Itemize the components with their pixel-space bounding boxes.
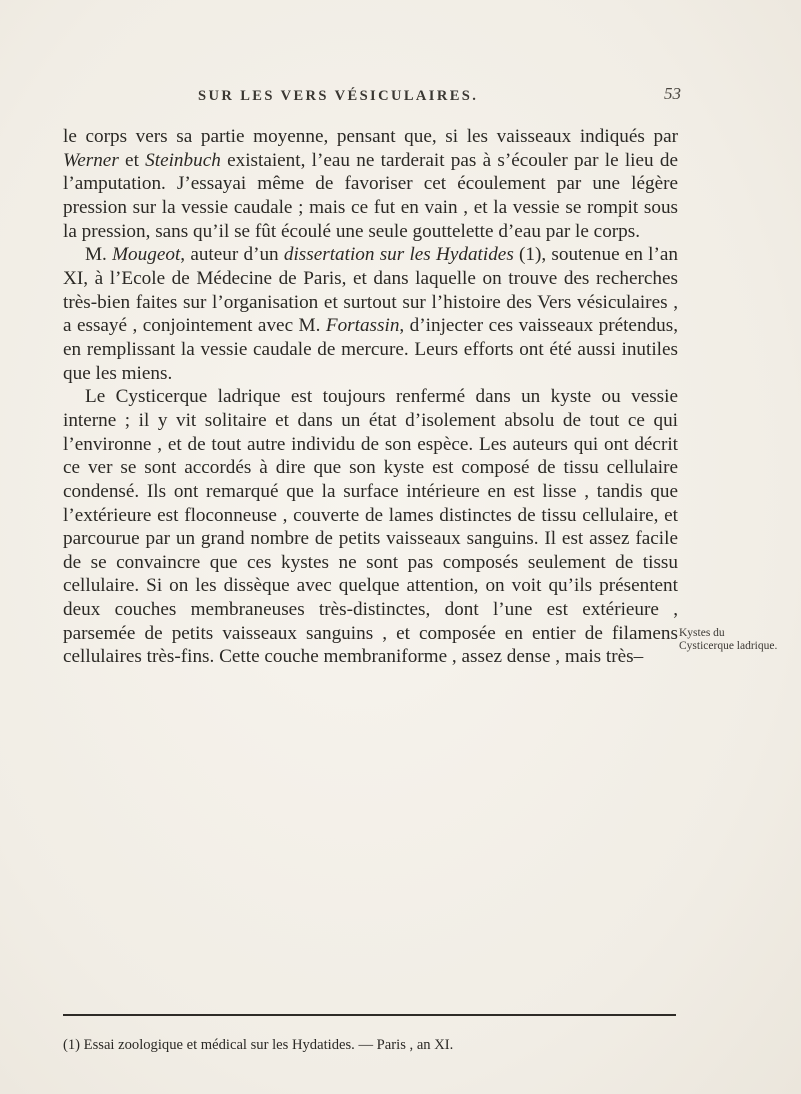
text-run: (1), soutenue en l’an XI, à l’Ecole de Médecine de Paris, et dans laquelle on trouve des recherches très-bien faites sur l’organisation et surtout sur l’histoire des Vers vésiculaires , a essayé , conjointement avec M. <box>63 244 678 337</box>
author-name-mougeot: Mougeot <box>112 244 181 266</box>
margin-note: Kystes du Cysticerque ladrique. <box>679 627 778 652</box>
page-number: 53 <box>664 84 681 103</box>
footnote: (1) Essai zoologique et médical sur les Hydatides. — Paris , an XI. <box>63 1037 454 1053</box>
author-name-werner: Werner <box>63 149 119 171</box>
text-run: existaient, l’eau ne tarderait pas à s’écouler par le lieu de l’amputation. J’essayai même de favoriser cet écoulement par une légère pression sur la vessie caudale ; mais ce fut en vain , et la vessie se rompit sous la pression, sans qu’il se fût écoulé une seule gouttelette d’eau par le corps. <box>63 149 678 242</box>
author-name-fortassin: Fortassin <box>325 315 400 337</box>
author-name-steinbuch: Steinbuch <box>145 149 221 171</box>
text-run: Le Cysticerque ladrique est toujours renfermé dans un kyste ou vessie interne ; il y vit solitaire et dans un état d’isolement absolu de tout ce qui l’environne , et de tout autre individu de son espèce. Les auteurs qui ont décrit ce ver se sont accordés à dire que son kyste est composé de tissu cellulaire condensé. Ils ont remarqué que la surface intérieure en est lisse , tandis que l’extérieure est floconneuse , couverte de lames distinctes de tissu cellulaire, et parcourue par un grand nombre de petits vaisseaux sanguins. Il est assez facile de se convaincre que ces kystes ne sont pas composés seulement de tissu cellulaire. Si on les dissèque avec quelque attention, on voit qu’ils présentent deux couches membraneuses très-distinctes, dont l’une est extérieure , parsemée de petits vaisseaux sanguins , et composée en entier de filamens cellulaires très-fins. Cette couche membraniforme , assez dense , mais très– <box>63 386 678 668</box>
text-run: M. <box>85 244 113 266</box>
paragraph-3 <box>63 385 678 669</box>
running-head: SUR LES VERS VÉSICULAIRES. <box>198 88 479 104</box>
paragraph-2 <box>63 243 678 385</box>
text-run: le corps vers sa partie moyenne, pensant que, si les vaisseaux indiqués par <box>63 126 678 147</box>
text-run: , auteur d’un <box>180 244 284 266</box>
paragraph-1 <box>63 125 678 243</box>
work-title: dissertation sur les Hydatides <box>283 244 514 266</box>
text-run: et <box>118 149 146 171</box>
body-text <box>63 125 678 669</box>
text-run: , d’injecter ces vaisseaux prétendus, en remplissant la vessie caudale de mercure. Leurs efforts ont été aussi inutiles que les miens. <box>63 315 678 384</box>
footnote-rule <box>63 1014 676 1016</box>
